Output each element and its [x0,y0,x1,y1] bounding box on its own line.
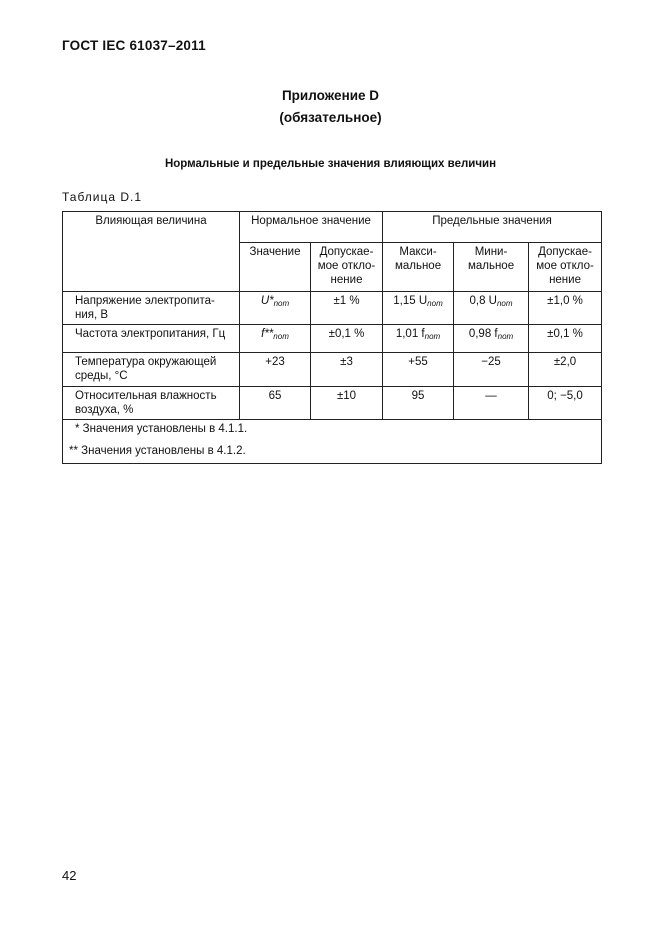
header-limits: Предельные значения [383,212,602,243]
header-min: Мини-мальное [454,243,529,292]
header-tolerance: Допускае-мое откло-нение [311,243,383,292]
row-value: $U*_{nom}$ [240,292,311,325]
row-tolerance: ±0,1 % [311,325,383,353]
header-quantity: Влияющая величина [63,212,240,292]
section-title: Нормальные и предельные значения влияющих величин [164,158,497,170]
header-value: Значение [240,243,311,292]
table-row [63,325,602,353]
appendix-subtitle: (обязательное) [279,110,382,125]
row-quantity: Частота электропитания, Гц [63,325,240,353]
row-min: −25 [454,353,529,387]
row-max: 95 [383,387,454,420]
row-max: +55 [383,353,454,387]
header-limit-tolerance: Допускае-мое откло-нение [529,243,602,292]
row-value: $f**_{nom}$ [240,325,311,353]
row-max: 1,15 $U_{nom}$ [383,292,454,325]
row-tolerance: ±1 % [311,292,383,325]
row-tolerance: ±3 [311,353,383,387]
row-quantity: Температура окружающей среды, °С [63,353,240,387]
row-tolerance: ±10 [311,387,383,420]
table-note-1: * Значения установлены в 4.1.1. [63,420,602,442]
row-quantity: Относительная влажность воздуха, % [63,387,240,420]
influence-quantities-table [62,211,602,464]
row-min: 0,8 $U_{nom}$ [454,292,529,325]
document-header: ГОСТ IEC 61037–2011 [62,38,206,53]
row-value: +23 [240,353,311,387]
row-value: 65 [240,387,311,420]
table-note-2: ** Значения установлены в 4.1.2. [63,442,602,464]
appendix-title: Приложение D [281,88,380,103]
row-quantity: Напряжение электропита-ния, В [63,292,240,325]
page-number: 42 [62,868,77,883]
table-caption: Таблица D.1 [62,190,143,204]
row-limit-tolerance: 0; −5,0 [529,387,602,420]
row-limit-tolerance: ±0,1 % [529,325,602,353]
row-limit-tolerance: ±1,0 % [529,292,602,325]
header-max: Макси-мальное [383,243,454,292]
table-row [63,292,602,325]
row-limit-tolerance: ±2,0 [529,353,602,387]
header-normal: Нормальное значение [240,212,383,243]
row-min: 0,98 $f_{nom}$ [454,325,529,353]
row-min: — [454,387,529,420]
row-max: 1,01 $f_{nom}$ [383,325,454,353]
table-row [63,353,602,387]
table-row [63,387,602,420]
